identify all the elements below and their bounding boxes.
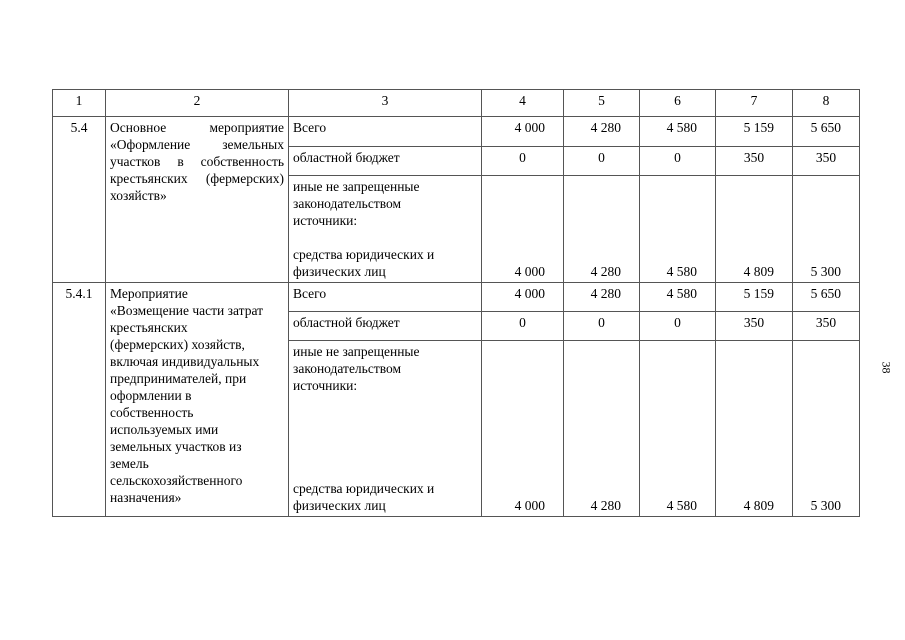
value-cell: 5 650: [793, 283, 860, 312]
source-label: [289, 341, 482, 517]
label-line: законодательством: [293, 196, 402, 211]
name-line: сельскохозяйственного: [110, 473, 243, 488]
table-row: [53, 117, 860, 147]
budget-table: [52, 89, 860, 517]
label-line: физических лиц: [293, 264, 386, 279]
header-row: [53, 90, 860, 117]
name-line: Основное мероприятие: [110, 120, 284, 135]
name-line: предпринимателей, при: [110, 371, 247, 386]
name-line: оформлении в: [110, 388, 192, 403]
value-cell: 4 000: [482, 341, 564, 517]
value-cell: 4 000: [482, 176, 564, 283]
name-line: крестьянских: [110, 320, 188, 335]
value-cell: 0: [640, 147, 716, 176]
header-cell: 5: [564, 90, 640, 117]
label-line: средства юридических и: [293, 481, 435, 496]
label-line: иные не запрещенные: [293, 344, 420, 359]
value-cell: 4 809: [716, 176, 793, 283]
source-label: областной бюджет: [289, 147, 482, 176]
header-cell: 4: [482, 90, 564, 117]
row-name: [106, 117, 289, 283]
value-cell: 0: [482, 312, 564, 341]
source-label: Всего: [289, 283, 482, 312]
label-line: законодательством: [293, 361, 402, 376]
name-line: «Возмещение части затрат: [110, 303, 263, 318]
value-cell: 0: [640, 312, 716, 341]
name-line: (фермерских) хозяйств»: [110, 171, 284, 203]
row-code: 5.4.1: [53, 283, 106, 517]
name-line: собственность: [110, 405, 194, 420]
value-cell: 5 300: [793, 176, 860, 283]
name-line: земельных участков из: [110, 439, 242, 454]
name-line: земель: [110, 456, 149, 471]
value-cell: 4 280: [564, 117, 640, 147]
value-cell: 4 580: [640, 176, 716, 283]
value-cell: 4 580: [640, 283, 716, 312]
value-cell: 0: [564, 312, 640, 341]
label-line: средства юридических и: [293, 247, 435, 262]
value-cell: 5 159: [716, 117, 793, 147]
value-cell: 4 580: [640, 117, 716, 147]
label-line: физических лиц: [293, 498, 386, 513]
name-line: назначения»: [110, 490, 182, 505]
value-cell: 4 809: [716, 341, 793, 517]
value-cell: 350: [716, 147, 793, 176]
source-label: [289, 176, 482, 283]
header-cell: 7: [716, 90, 793, 117]
value-cell: 350: [716, 312, 793, 341]
header-cell: 8: [793, 90, 860, 117]
label-line: источники:: [293, 213, 358, 228]
name-line: «Оформление земельных: [110, 137, 284, 152]
name-line: участков в собственность: [110, 154, 284, 169]
value-cell: 5 650: [793, 117, 860, 147]
value-cell: 4 580: [640, 341, 716, 517]
header-cell: 3: [289, 90, 482, 117]
header-cell: 1: [53, 90, 106, 117]
value-cell: 0: [564, 147, 640, 176]
value-cell: 5 159: [716, 283, 793, 312]
header-cell: 2: [106, 90, 289, 117]
value-cell: 4 280: [564, 176, 640, 283]
value-cell: 0: [482, 147, 564, 176]
source-label: областной бюджет: [289, 312, 482, 341]
name-line: включая индивидуальных: [110, 354, 260, 369]
value-cell: 350: [793, 312, 860, 341]
spacer: [293, 229, 477, 246]
value-cell: 4 000: [482, 117, 564, 147]
page-number: 38: [879, 361, 894, 374]
table-row: [53, 283, 860, 312]
value-cell: 4 000: [482, 283, 564, 312]
name-line: используемых ими: [110, 422, 219, 437]
row-code: 5.4: [53, 117, 106, 283]
value-cell: 4 280: [564, 341, 640, 517]
label-line: источники:: [293, 378, 358, 393]
row-name: [106, 283, 289, 517]
source-label: Всего: [289, 117, 482, 147]
name-line: (фермерских) хозяйств,: [110, 337, 245, 352]
label-line: иные не запрещенные: [293, 179, 420, 194]
value-cell: 5 300: [793, 341, 860, 517]
value-cell: 4 280: [564, 283, 640, 312]
name-line: крестьянских: [110, 171, 188, 186]
value-cell: 350: [793, 147, 860, 176]
name-line: Мероприятие: [110, 286, 188, 301]
header-cell: 6: [640, 90, 716, 117]
